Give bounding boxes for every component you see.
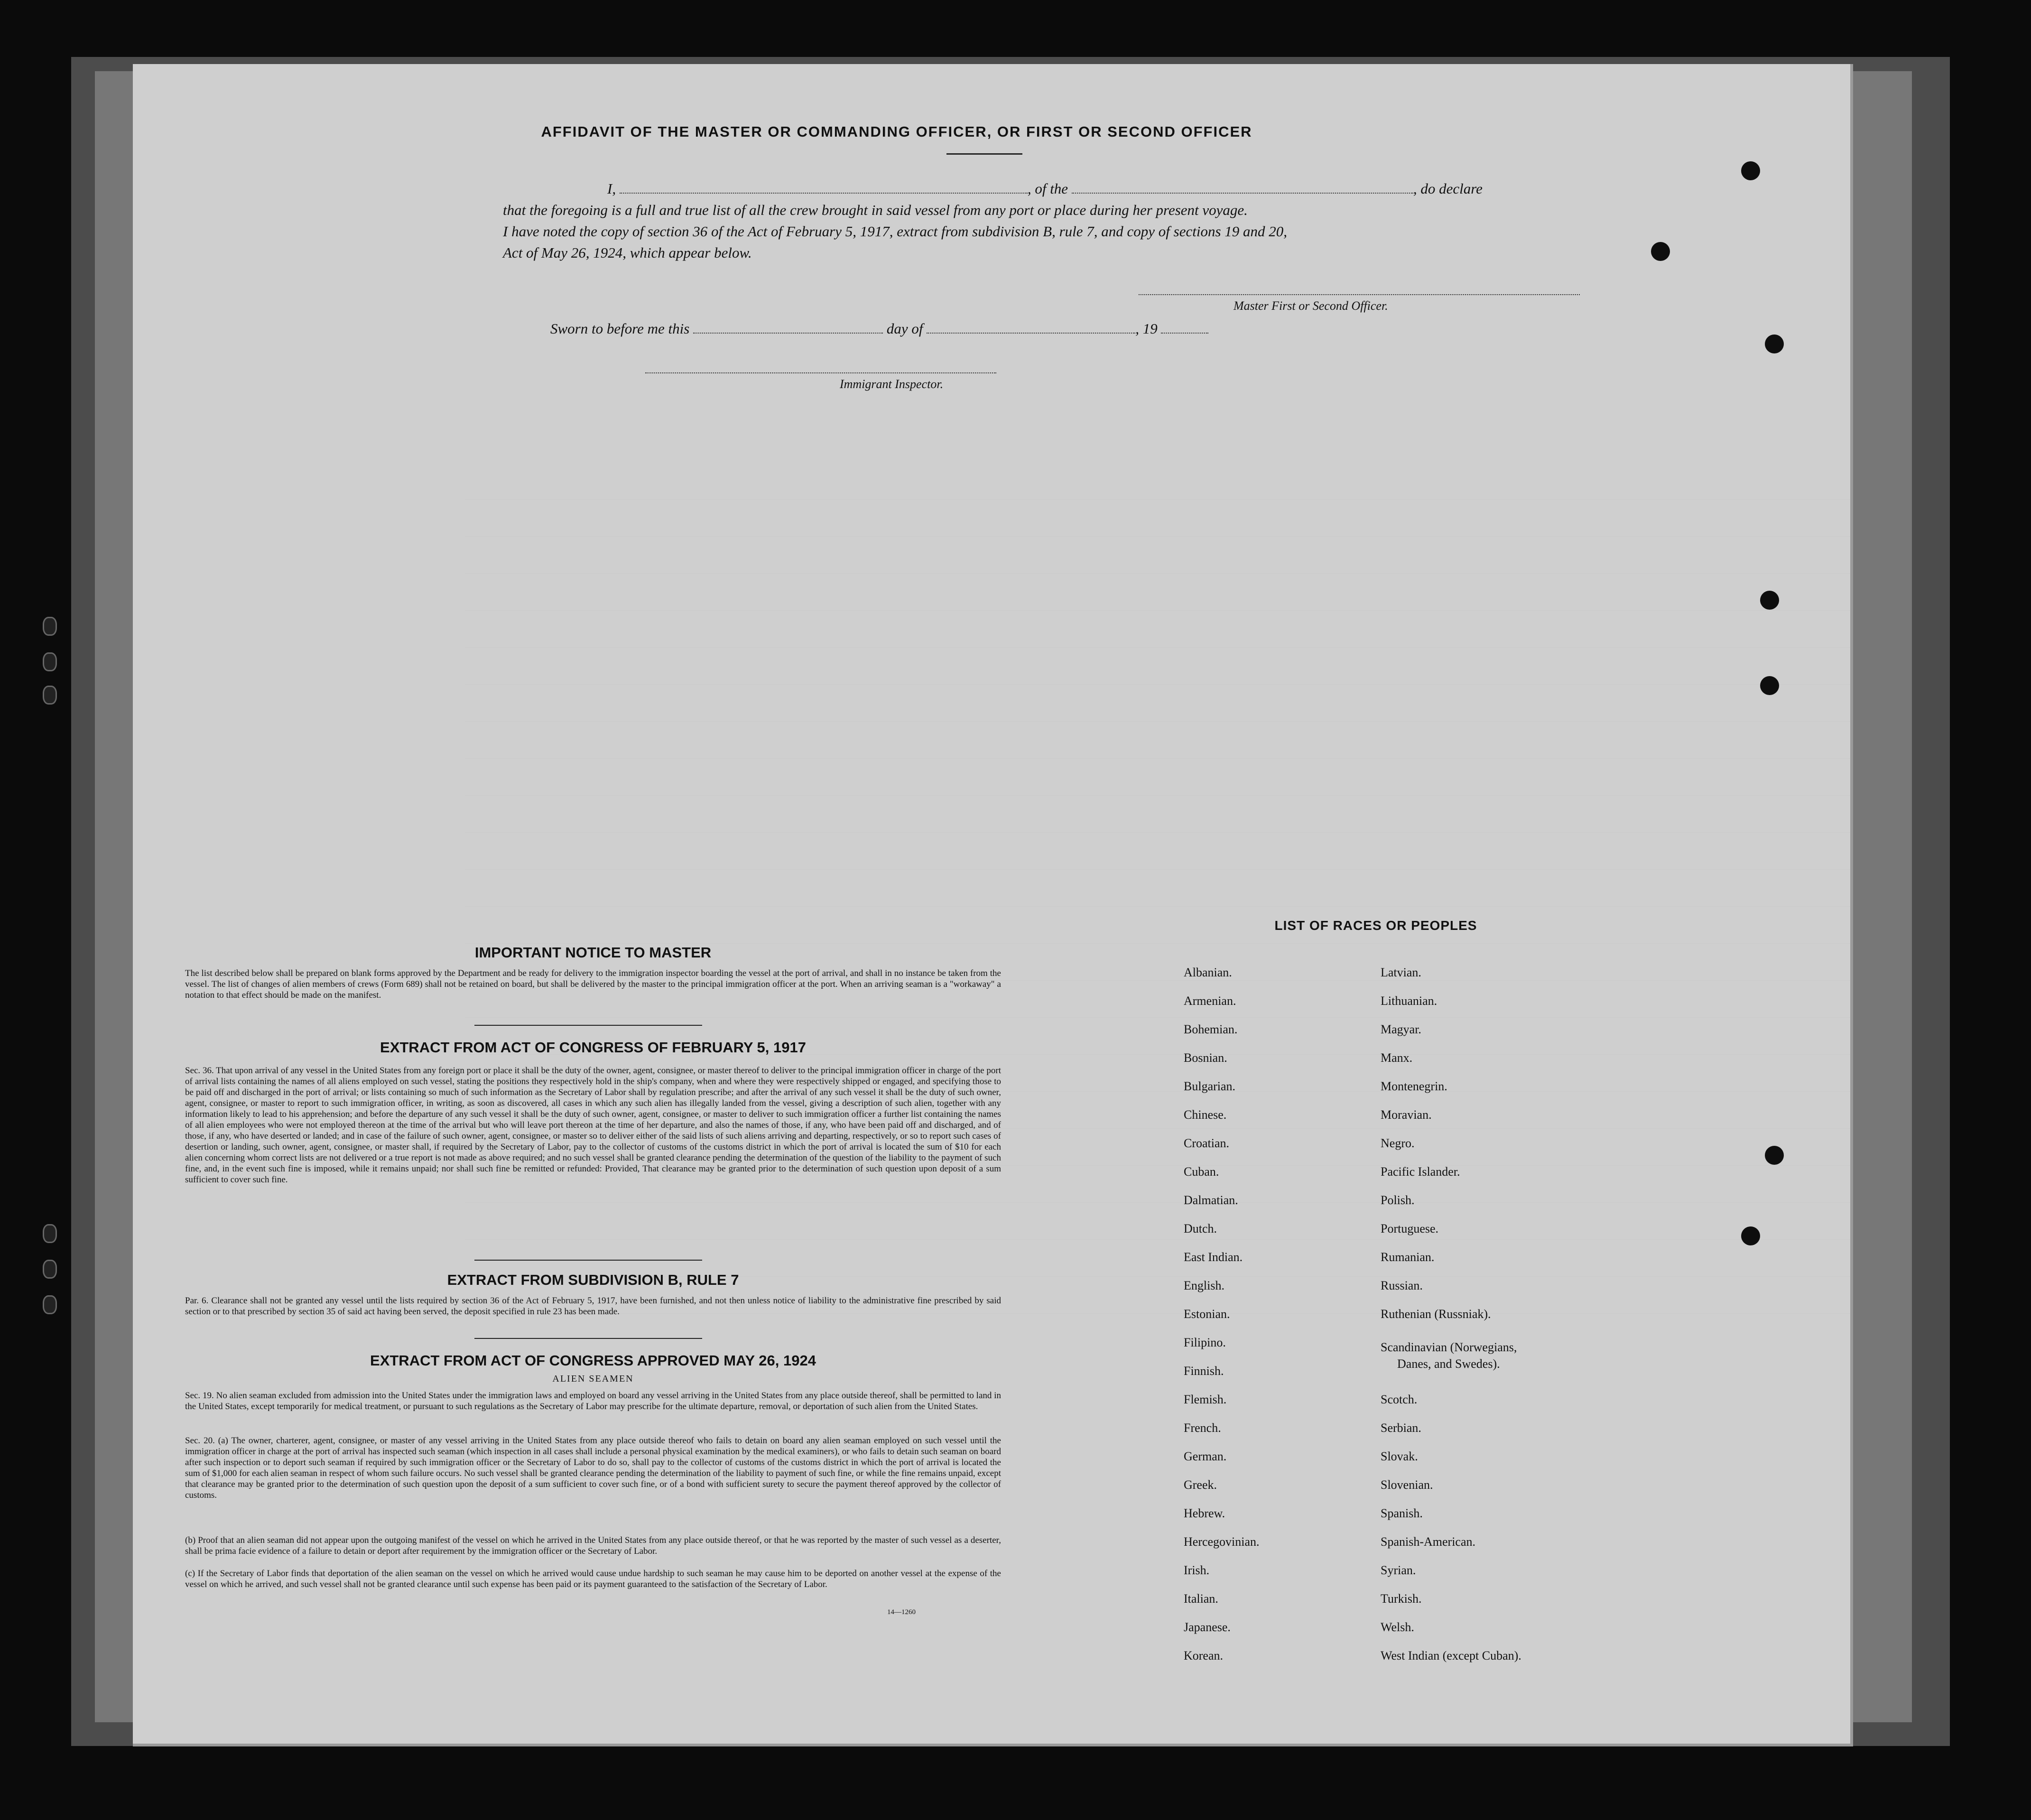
vessel-name-field[interactable] [1072, 182, 1413, 194]
declaration-line-2: that the foregoing is a full and true list of all the crew brought in said vessel from any port or place during her present voyage. [503, 202, 1248, 218]
race-item: East Indian. [1184, 1250, 1243, 1264]
bleed-through-row [465, 722, 1853, 759]
inspector-signature-label: Immigrant Inspector. [840, 377, 944, 391]
bleed-through-row [465, 537, 1853, 574]
race-item: West Indian (except Cuban). [1381, 1649, 1521, 1662]
master-signature-line[interactable] [1139, 294, 1580, 295]
sec-20c-text: (c) If the Secretary of Labor finds that deportation of the alien seaman on the vessel on which he arrived would cause undue hardship to such seaman he may cause him to be deported on another vessel at the expense of the vessel on which he arrived, and such vessel shall not be granted clearance until such expense has been paid or its payment guaranteed to the satisfaction of the Secretary of Labor. [185, 1569, 1001, 1589]
extract-1917-title: EXTRACT FROM ACT OF CONGRESS OF FEBRUARY 5, 1917 [380, 1039, 806, 1056]
sworn-date-field[interactable] [693, 322, 883, 334]
binder-hole [43, 652, 57, 671]
notice-title: IMPORTANT NOTICE TO MASTER [474, 944, 712, 961]
race-item: Polish. [1381, 1193, 1415, 1207]
alien-seamen-subtitle: ALIEN SEAMEN [552, 1374, 634, 1384]
bleed-through-row [465, 648, 1853, 685]
race-item: Lithuanian. [1381, 994, 1437, 1008]
race-item: Finnish. [1184, 1364, 1224, 1378]
race-item: Negro. [1381, 1136, 1415, 1150]
sworn-month-field[interactable] [927, 322, 1135, 334]
rule-7-title: EXTRACT FROM SUBDIVISION B, RULE 7 [447, 1272, 739, 1288]
race-item: Bosnian. [1184, 1051, 1227, 1065]
sworn-prefix: Sworn to before me this [550, 320, 690, 337]
race-item: German. [1184, 1449, 1227, 1463]
race-item: Cuban. [1184, 1165, 1219, 1179]
declaration-line-1 [607, 180, 1483, 197]
binder-hole [43, 1260, 57, 1279]
bleed-through-row [465, 574, 1853, 611]
race-item: Bulgarian. [1184, 1079, 1236, 1093]
binder-hole [43, 1295, 57, 1314]
extract-1917-text [185, 1065, 1001, 1185]
bleed-through-row [465, 500, 1853, 537]
sec-19-text: Sec. 19. No alien seaman excluded from admission into the United States under the immigration laws and employed on board any vessel arriving in the United States from any place outside thereof, shall be permitted to land in the United States, except temporarily for medical treatment, or pursuant to such regulations as the Secretary of Labor may prescribe for the ultimate departure, removal, or deportation of such alien from the United States. [185, 1391, 1001, 1411]
race-item-continuation: Danes, and Swedes). [1397, 1357, 1500, 1371]
sec-20b-text: (b) Proof that an alien seaman did not appear upon the outgoing manifest of the vessel on which he arrived in the United States from any place outside thereof, or that he was reported by the master of such vessel as a deserter, shall be prima facie evidence of a failure to detain or deport after requirement by the immigration officer or the Secretary of Labor. [185, 1535, 1001, 1556]
race-item: Dutch. [1184, 1222, 1217, 1235]
race-item: Irish. [1184, 1563, 1210, 1577]
rule-7-text: Par. 6. Clearance shall not be granted any vessel until the lists required by section 36 of the Act of February 5, 1917, have been furnished, and not then unless notice of liability to the administrative fine prescribed by said section or to that prescribed by section 35 of said act having been served, the deposit specified in rule 23 has been made. [185, 1296, 1001, 1317]
race-item: Ruthenian (Russniak). [1381, 1307, 1491, 1321]
sec-36-body: That upon arrival of any vessel in the United States from any foreign port or place it shall be the duty of the owner, agent, consignee, or master thereof to deliver to the principal immigration officer in charge of the port of arrival lists containing the names of all aliens employed on such vessel, stating the positions they respectively hold in the ship's company, when and where they were respectively shipped or engaged, and specifying those to be paid off and discharged in the port of arrival; or lists containing so much of such information as the Secretary of Labor shall by regulation prescribe; and after the arrival of any such vessel it shall be the duty of such owner, agent, consignee, or master to report to such immigration officer, in writing, as soon as discovered, all cases in which any such alien has illegally landed from the vessel, giving a description of such alien, together with any information likely to lead to his apprehension; and before the departure of any such vessel it shall be the duty of such owner, agent, consignee, or master to deliver to such immigration officer a further list containing the names of all alien employees who were not employed thereon at the time of the arrival but who will leave port thereon at the time of her departure, and also the names of those, if any, who have been paid off and discharged, and of those, if any, who have deserted or landed; and in case of the failure of such owner, agent, consignee, or master so to deliver either of the said lists of such aliens arriving and departing, respectively, or so to report such cases of desertion or landing, such owner, agent, consignee, or master shall, if required by the Secretary of Labor, pay to the collector of customs of the customs district in which the port of arrival is located the sum of $10 for each alien concerning whom correct lists are not delivered or a true report is not made as above required; and no such vessel shall be granted clearance pending the determination of the question of the liability to the payment of such fine, and, in the event such fine is imposed, while it remains unpaid; nor shall such fine be remitted or refunded: Provided, That clearance may be granted prior to the determination of such question upon deposit of a sum sufficient to cover such fine. [185, 1066, 1001, 1185]
document-page [133, 64, 1853, 1746]
race-item: Welsh. [1381, 1620, 1414, 1634]
notice-text: The list described below shall be prepared on blank forms approved by the Department and be ready for delivery to the immigration inspector boarding the vessel at the port of arrival, and shall in no instance be taken from the vessel. The list of changes of alien members of crews (Form 689) shall not be retained on board, but shall be delivered by the master to the principal immigration officer at the port. When an arriving seaman is a "workaway" a notation to that effect should be made on the manifest. [185, 968, 1001, 1000]
declarant-name-field[interactable] [620, 182, 1028, 194]
race-item: Estonian. [1184, 1307, 1230, 1321]
sworn-line [550, 320, 1208, 337]
bleed-through-row [465, 463, 1853, 500]
section-divider [474, 1260, 702, 1261]
race-item: Spanish. [1381, 1506, 1423, 1520]
vessel-prefix: , of the [1027, 180, 1068, 197]
punch-hole [1651, 242, 1670, 261]
race-item: Japanese. [1184, 1620, 1231, 1634]
race-item: Chinese. [1184, 1108, 1227, 1122]
bleed-through-row [465, 759, 1853, 796]
race-item: Spanish-American. [1381, 1535, 1476, 1549]
race-item: Syrian. [1381, 1563, 1416, 1577]
punch-hole [1765, 334, 1784, 353]
binder-hole [43, 617, 57, 636]
race-item: Scandinavian (Norwegians, [1381, 1340, 1517, 1354]
affidavit-title: AFFIDAVIT OF THE MASTER OR COMMANDING OFFICER, OR FIRST OR SECOND OFFICER [541, 123, 1252, 140]
binder-hole [43, 686, 57, 705]
race-item: Hebrew. [1184, 1506, 1225, 1520]
section-divider [474, 1025, 702, 1026]
race-item: Russian. [1381, 1279, 1423, 1292]
race-item: Montenegrin. [1381, 1079, 1447, 1093]
master-signature-label: Master First or Second Officer. [1233, 299, 1388, 313]
race-item: Italian. [1184, 1592, 1218, 1606]
race-item: Magyar. [1381, 1022, 1421, 1036]
race-item: Hercegovinian. [1184, 1535, 1260, 1549]
race-item: Serbian. [1381, 1421, 1421, 1435]
race-item: Albanian. [1184, 966, 1232, 979]
race-item: Armenian. [1184, 994, 1236, 1008]
race-item: Scotch. [1381, 1393, 1418, 1406]
race-item: Bohemian. [1184, 1022, 1238, 1036]
bleed-through-row [465, 685, 1853, 722]
race-item: Flemish. [1184, 1393, 1227, 1406]
punch-hole [1765, 1146, 1784, 1165]
punch-hole [1741, 161, 1760, 180]
punch-hole [1760, 591, 1779, 610]
sec-20a-text: Sec. 20. (a) The owner, charterer, agent, consignee, or master of any vessel arriving in the United States from any place outside thereof who fails to detain on board any alien seaman employed on such vessel until the immigration officer in charge at the port of arrival has inspected such seaman (which inspection in all cases shall include a personal physical examination by the medical examiners), or who fails to detain such seaman on board after such inspection or to deport such seaman if required by such immigration officer or the Secretary of Labor to do so, shall pay to the collector of customs of the customs district in which the port of arrival is located the sum of $1,000 for each alien seaman in respect of whom such failure occurs. No such vessel shall be granted clearance pending the determination of the liability to payment of such fine, or while the fine remains unpaid, except that clearance may be granted prior to the determination of such question upon the deposit of a sum sufficient to cover such fine, or of a bond with sufficient surety to secure the payment thereof approved by the collector of customs. [185, 1436, 1001, 1500]
bleed-through-row [465, 611, 1853, 648]
bleed-through-row [465, 1203, 1853, 1240]
inspector-signature-line[interactable] [645, 372, 996, 373]
race-item: Pacific Islander. [1381, 1165, 1460, 1179]
sworn-year-field[interactable] [1161, 322, 1208, 334]
bleed-through-row [465, 833, 1853, 870]
race-item: English. [1184, 1279, 1224, 1292]
race-item: Korean. [1184, 1649, 1224, 1662]
race-item: Croatian. [1184, 1136, 1230, 1150]
race-item: Slovenian. [1381, 1478, 1433, 1492]
race-item: Dalmatian. [1184, 1193, 1238, 1207]
race-item: Manx. [1381, 1051, 1413, 1065]
race-item: Latvian. [1381, 966, 1421, 979]
extract-1924-title: EXTRACT FROM ACT OF CONGRESS APPROVED MAY 26, 1924 [370, 1352, 816, 1369]
bleed-through-row [465, 796, 1853, 833]
bleed-through-ledger [465, 463, 1853, 1317]
race-item: Filipino. [1184, 1336, 1226, 1349]
binder-hole [43, 1224, 57, 1243]
race-item: Greek. [1184, 1478, 1217, 1492]
title-rule [946, 153, 1022, 155]
races-title: LIST OF RACES OR PEOPLES [1274, 918, 1477, 933]
sec-36-label: Sec. 36. [185, 1066, 214, 1076]
bleed-through-row [465, 870, 1853, 907]
sworn-year-label: , 19 [1135, 320, 1158, 337]
race-item: Rumanian. [1381, 1250, 1435, 1264]
race-item: Slovak. [1381, 1449, 1418, 1463]
race-item: Portuguese. [1381, 1222, 1439, 1235]
declaration-line-3: I have noted the copy of section 36 of the Act of February 5, 1917, extract from subdivision B, rule 7, and copy of sections 19 and 20, [503, 223, 1288, 240]
punch-hole [1760, 676, 1779, 695]
sworn-day-label: day of [886, 320, 923, 337]
form-number: 14—1260 [887, 1608, 916, 1616]
race-item: Moravian. [1381, 1108, 1432, 1122]
section-divider [474, 1338, 702, 1339]
declaration-line-4: Act of May 26, 1924, which appear below. [503, 244, 752, 261]
punch-hole [1741, 1226, 1760, 1245]
declare-suffix: , do declare [1413, 180, 1483, 197]
race-item: Turkish. [1381, 1592, 1422, 1606]
declarant-prefix: I, [607, 180, 616, 197]
race-item: French. [1184, 1421, 1221, 1435]
